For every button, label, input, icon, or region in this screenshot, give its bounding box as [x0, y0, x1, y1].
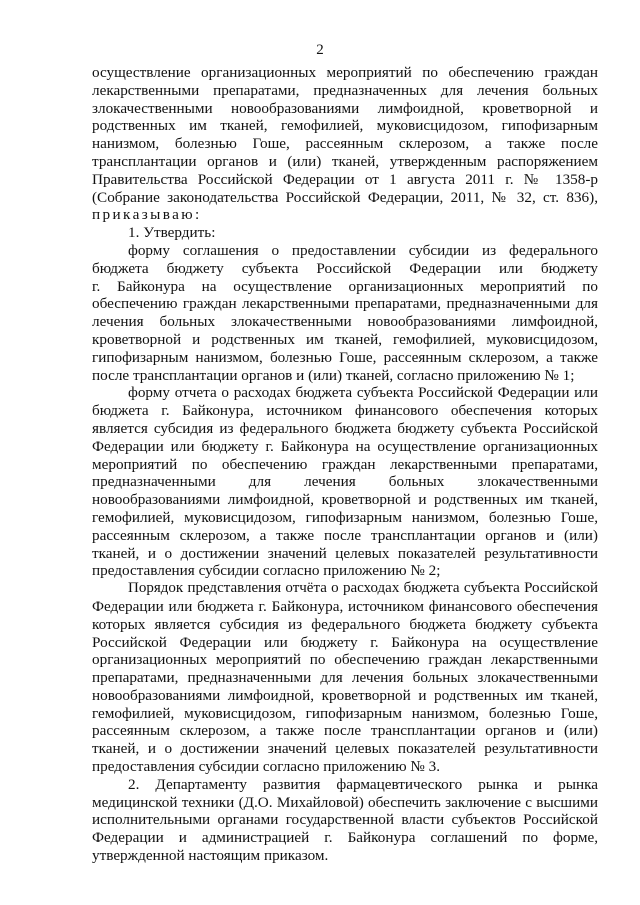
text-line: новообразованиями лимфоидной, кроветворной и родственных им тканей, [92, 491, 598, 509]
text-line: Федерации и администрацией г. Байконура соглашений по форме, [92, 829, 598, 847]
text-line: нанизмом, болезнью Гоше, рассеянным склерозом, а также после [92, 135, 598, 153]
text-line: Федерации или бюджета г. Байконура, источником финансового обеспечения [92, 597, 598, 615]
document-body [92, 64, 598, 865]
text-line: приказываю: [92, 206, 202, 224]
text-line: тканей, и о достижении значений целевых показателей результативности [92, 740, 598, 758]
text-line: которых является субсидия из федерального бюджета бюджету субъекта [92, 615, 598, 633]
text-line: форму отчета о расходах бюджета субъекта Российской Федерации или [128, 384, 598, 402]
page-number: 2 [316, 42, 324, 58]
text-line: лечения больных злокачественными новообразованиями лимфоидной, [92, 313, 598, 331]
text-line: обеспечению граждан лекарственными препаратами, предназначенными для [92, 295, 598, 313]
text-line: Правительства Российской Федерации от 1 августа 2011 г. № 1358-р [92, 170, 598, 188]
text-line: злокачественными новообразованиями лимфоидной, кроветворной и [92, 99, 598, 117]
text-line: Российской Федерации или бюджету г. Байконура на осуществление [92, 633, 598, 651]
text-line: предназначенными для лечения больных злокачественными [92, 473, 598, 491]
text-line: родственных им тканей, гемофилией, муковисцидозом, гипофизарным [92, 117, 598, 135]
text-line: организационных мероприятий по обеспечению граждан лекарственными [92, 651, 598, 669]
text-line: рассеянным склерозом, а также после трансплантации органов и (или) [92, 526, 598, 544]
text-line: медицинской техники (Д.О. Михайловой) обеспечить заключение с высшими [92, 793, 598, 811]
text-line: гемофилией, муковисцидозом, гипофизарным нанизмом, болезнью Гоше, [92, 704, 598, 722]
text-line: рассеянным склерозом, а также после трансплантации органов и (или) [92, 722, 598, 740]
text-line: бюджета г. Байконура, источником финансового обеспечения которых [92, 402, 598, 420]
text-line: 2. Департаменту развития фармацевтического рынка и рынка [128, 775, 598, 793]
text-line: Порядок представления отчёта о расходах бюджета субъекта Российской [128, 580, 598, 597]
text-line: предоставления субсидии согласно приложению № 3. [92, 758, 441, 776]
text-line: после трансплантации органов и (или) тканей, согласно приложению № 1; [92, 366, 575, 384]
text-line: исполнительными органами государственной власти субъектов Российской [92, 811, 598, 829]
text-line: гипофизарным нанизмом, болезнью Гоше, рассеянным склерозом, а также [92, 348, 598, 366]
text-line: утвержденной настоящим приказом. [92, 847, 329, 865]
text-line: гемофилией, муковисцидозом, гипофизарным нанизмом, болезнью Гоше, [92, 508, 598, 526]
text-line: препаратами, предназначенными для лечения больных злокачественными [92, 669, 598, 687]
text-line: лекарственными препаратами, предназначенных для лечения больных [92, 81, 598, 99]
text-line: Федерации или бюджету г. Байконура на осуществление организационных [92, 437, 598, 455]
text-line: бюджета бюджету субъекта Российской Федерации или бюджету [92, 259, 598, 277]
text-line: трансплантации органов и (или) тканей, утвержденным распоряжением [92, 152, 598, 170]
text-line: тканей, и о достижении значений целевых показателей результативности [92, 544, 598, 562]
text-line: новообразованиями лимфоидной, кроветворной и родственных им тканей, [92, 686, 598, 704]
text-line: г. Байконура на осуществление организационных мероприятий по [92, 277, 598, 295]
text-line: форму соглашения о предоставлении субсидии из федерального [128, 241, 598, 259]
text-line: кроветворной и родственных им тканей, гемофилией, муковисцидозом, [92, 330, 598, 348]
text-line: (Собрание законодательства Российской Федерации, 2011, № 32, ст. 836), [92, 188, 598, 206]
text-line: осуществление организационных мероприятий по обеспечению граждан [92, 64, 598, 81]
text-line: 1. Утвердить: [128, 224, 216, 242]
text-line: является субсидия из федерального бюджета бюджету субъекта Российской [92, 419, 598, 437]
text-line: предоставления субсидии согласно приложению № 2; [92, 562, 441, 580]
text-line: мероприятий по обеспечению граждан лекарственными препаратами, [92, 455, 598, 473]
